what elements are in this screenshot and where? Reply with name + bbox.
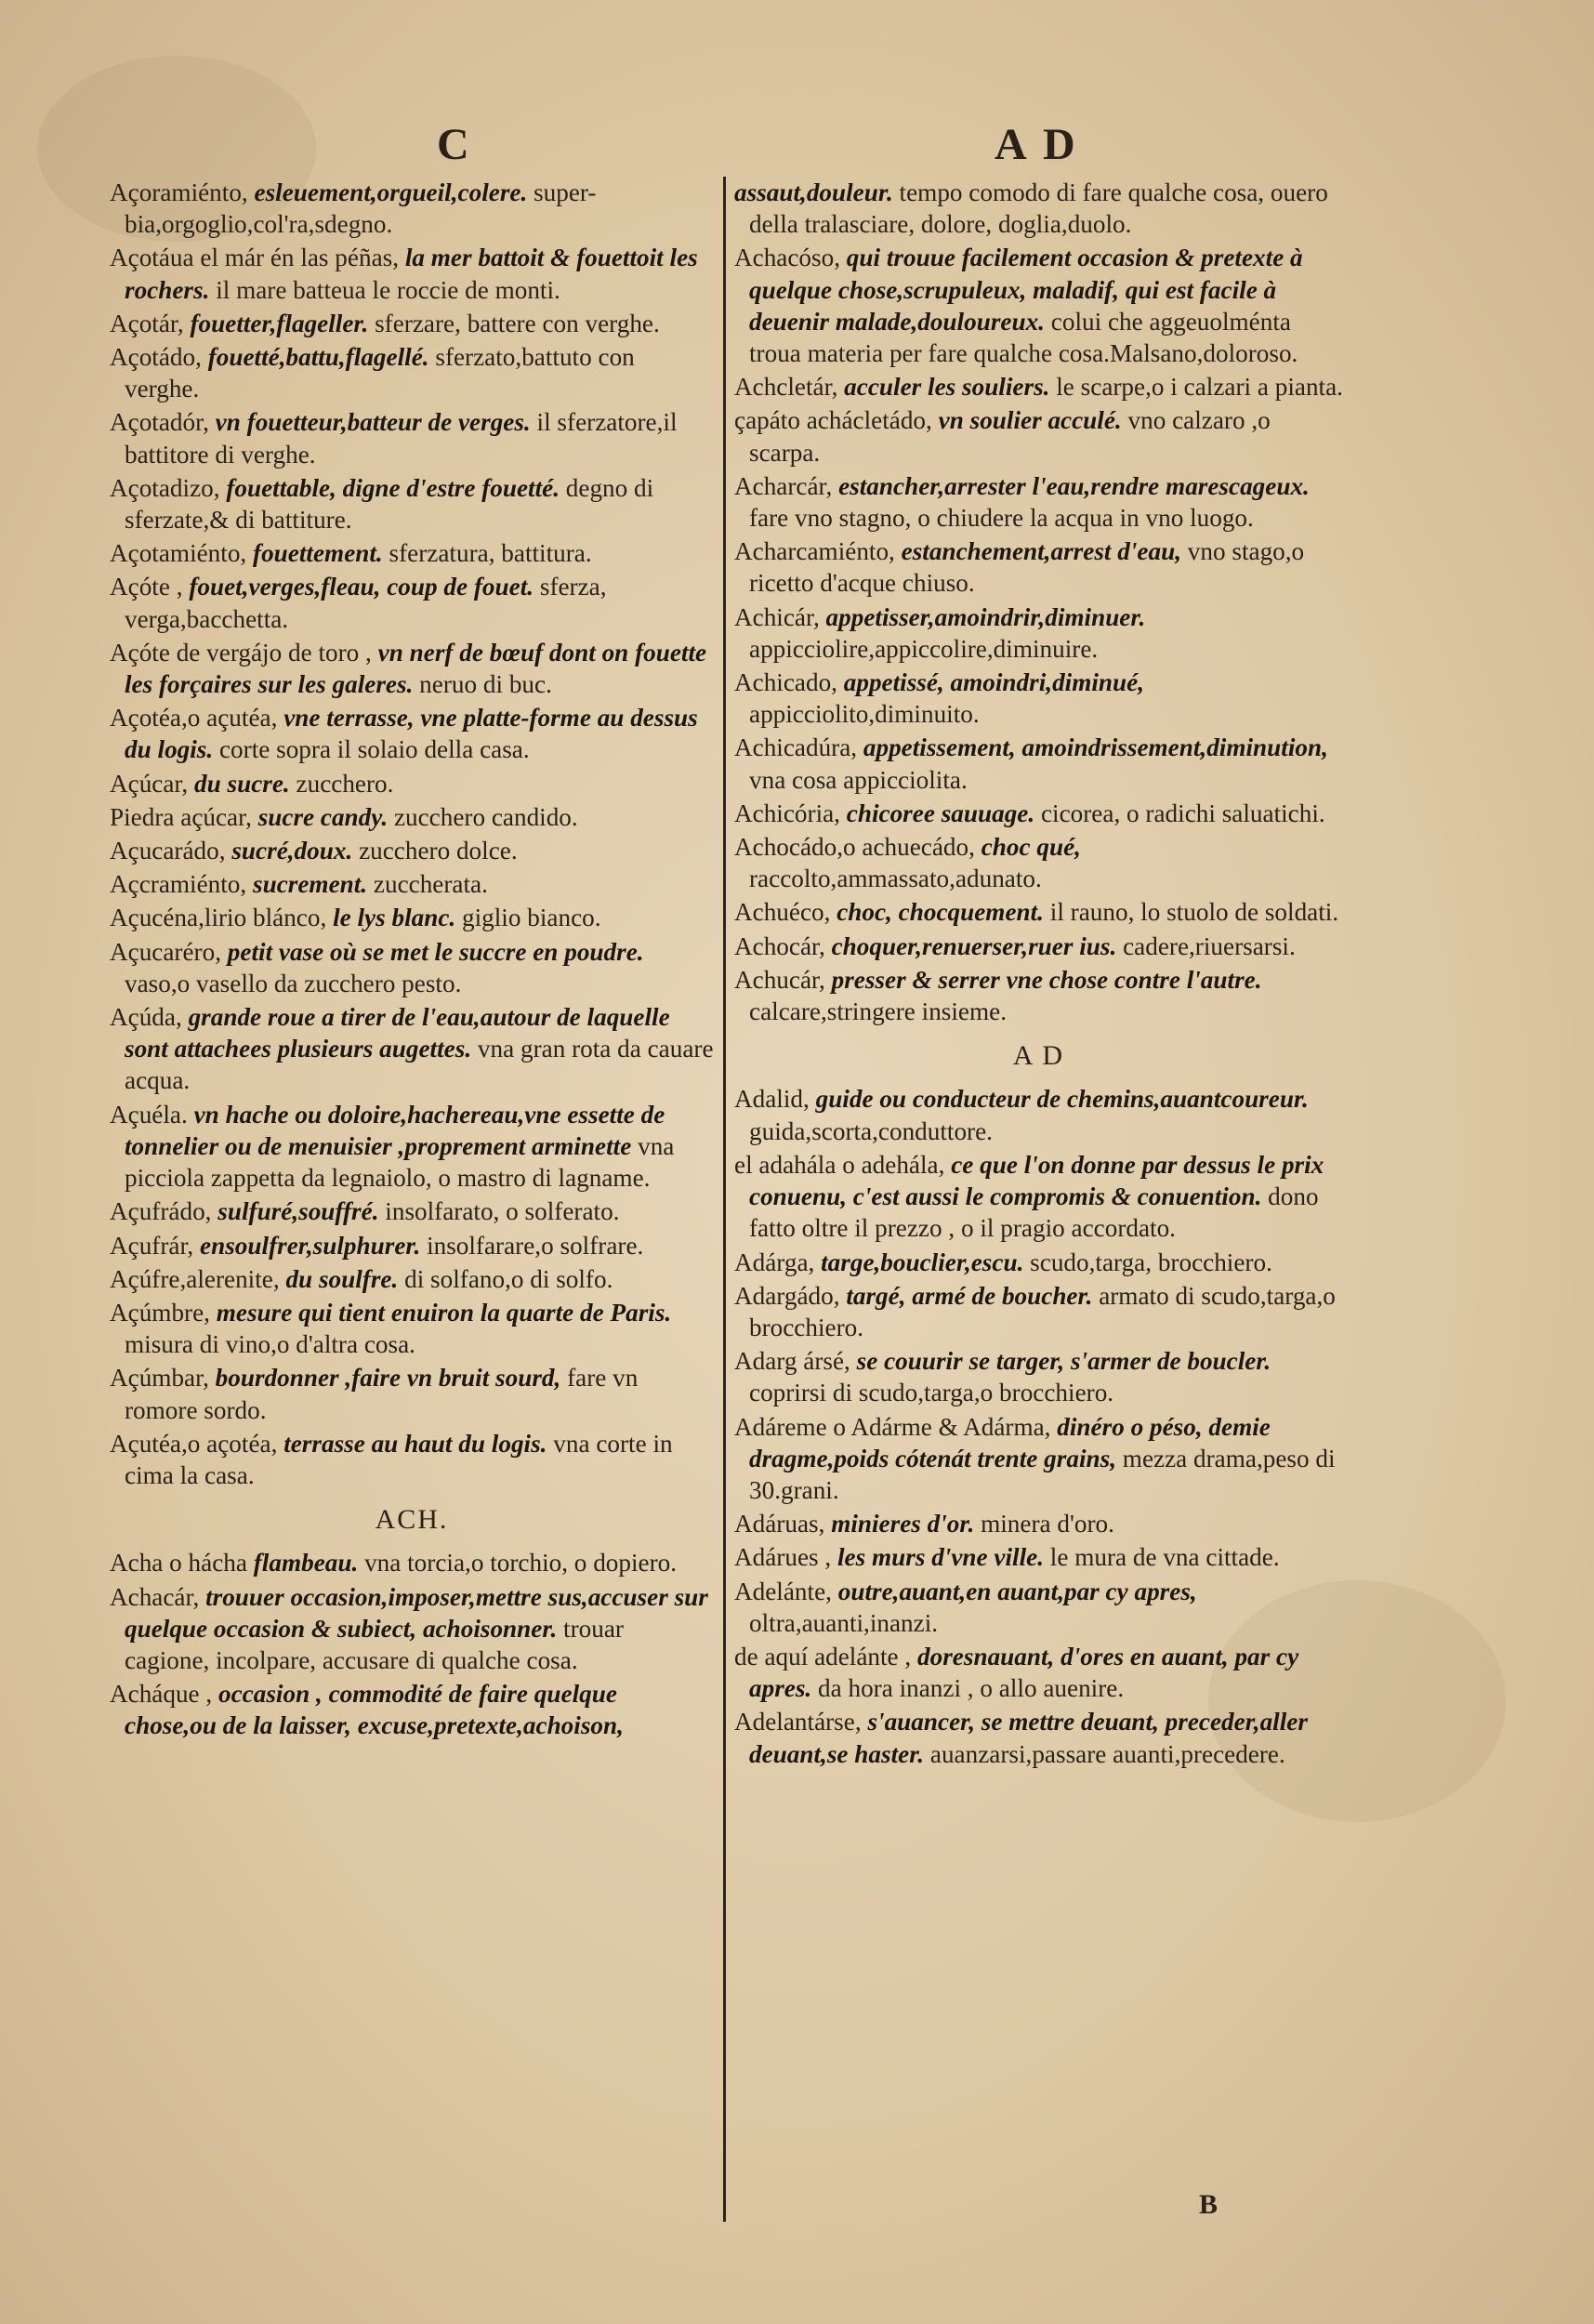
entry-french: outre,auant,en auant,par cy apres, bbox=[837, 1577, 1197, 1605]
entry-headword: Açóte de vergájo de toro , bbox=[110, 638, 372, 667]
page-header-right: A D bbox=[995, 120, 1079, 169]
entry-italian: oltra,auanti,inanzi. bbox=[749, 1608, 939, 1637]
entry-italian: vaso,o vasello da zucchero pesto. bbox=[125, 969, 462, 997]
entry-italian: sferzatura, battitura. bbox=[389, 539, 592, 568]
section-heading-right: A D bbox=[1012, 1040, 1065, 1072]
entry-italian: vna corte in cima la casa. bbox=[125, 1429, 673, 1489]
entry-french: ensoulfrer,sulphurer. bbox=[200, 1231, 421, 1260]
entry-headword: Achocádo,o achuecádo, bbox=[734, 833, 975, 862]
dictionary-entry bbox=[110, 1297, 714, 1360]
dictionary-entry bbox=[734, 1641, 1343, 1704]
entry-headword: çapáto achácletádo, bbox=[734, 406, 932, 435]
entry-headword: Açotéa,o açutéa, bbox=[110, 704, 278, 733]
entry-headword: Açotár, bbox=[110, 309, 184, 337]
entry-headword: Achucár, bbox=[734, 965, 825, 994]
dictionary-entry bbox=[110, 341, 714, 404]
dictionary-entry bbox=[734, 242, 1343, 369]
entry-french: s'auancer, se mettre deuant, preceder,aller deuant,se haster. bbox=[749, 1708, 1308, 1768]
entry-italian: sferzato,battuto con verghe. bbox=[125, 343, 635, 403]
entry-italian: corte sopra il solaio della casa. bbox=[218, 735, 530, 764]
entry-italian: appicciolire,appiccolire,diminuire. bbox=[749, 634, 1099, 663]
column-divider bbox=[723, 177, 726, 2222]
entry-headword: Adargádo, bbox=[734, 1281, 840, 1310]
dictionary-entry bbox=[734, 1247, 1343, 1278]
entry-headword: Açufrádo, bbox=[110, 1197, 212, 1226]
entry-headword: Piedra açúcar, bbox=[110, 802, 252, 831]
entry-italian: insolfarare,o solfrare. bbox=[427, 1231, 644, 1260]
entry-italian: coprirsi di scudo,targa,o brocchiero. bbox=[749, 1379, 1114, 1407]
entry-italian: minera d'oro. bbox=[981, 1510, 1114, 1538]
entry-headword: Açotamiénto, bbox=[110, 539, 247, 568]
entry-headword: Adáreme o Adárme & Adárma, bbox=[734, 1412, 1051, 1441]
entry-french: estancher,arrester l'eau,rendre marescageux. bbox=[838, 471, 1310, 500]
entry-italian: vna torcia,o torchio, o dopiero. bbox=[364, 1549, 678, 1578]
dictionary-entry bbox=[734, 831, 1343, 894]
entry-headword: Achicár, bbox=[734, 602, 820, 631]
entry-italian: le scarpe,o i calzari a pianta. bbox=[1056, 373, 1343, 402]
entry-italian: vna gran rota da cauare acqua. bbox=[125, 1035, 714, 1095]
entry-italian: degno di sferzate,& di battiture. bbox=[125, 473, 654, 535]
entry-french: doresnauant, d'ores en auant, par cy apres. bbox=[749, 1642, 1299, 1703]
dictionary-entry bbox=[734, 1083, 1343, 1146]
entry-headword: Adalid, bbox=[734, 1085, 810, 1114]
entry-headword: Acharcamiénto, bbox=[734, 537, 895, 566]
entry-italian: le mura de vna cittade. bbox=[1049, 1543, 1280, 1572]
entry-french: esleuement,orgueil,colere. bbox=[254, 178, 528, 206]
entry-headword: Achacóso, bbox=[734, 244, 840, 272]
entry-headword: Açucaréro, bbox=[110, 937, 221, 966]
entry-headword: Açutéa,o açotéa, bbox=[110, 1429, 278, 1458]
entry-italian: neruo di buc. bbox=[419, 670, 552, 699]
entry-italian: il sferzatore,il battitore di verghe. bbox=[125, 408, 678, 469]
dictionary-entry bbox=[110, 1547, 714, 1578]
entry-italian: zucchero dolce. bbox=[359, 837, 518, 865]
entry-italian: scudo,targa, brocchiero. bbox=[1030, 1248, 1272, 1276]
entry-french: sucrement. bbox=[253, 870, 368, 899]
entry-italian: vno stago,o ricetto d'acque chiuso. bbox=[749, 537, 1305, 598]
entry-french: du sucre. bbox=[194, 769, 290, 798]
entry-headword: Açuéla. bbox=[110, 1100, 188, 1129]
entry-french: la mer battoit & fouettoit les rochers. bbox=[125, 244, 698, 304]
dictionary-entry bbox=[110, 1001, 714, 1097]
entry-headword: Adelantárse, bbox=[734, 1708, 862, 1736]
dictionary-entry bbox=[110, 637, 714, 700]
entry-french: assaut,douleur. bbox=[734, 178, 893, 206]
signature-mark: B bbox=[1199, 2189, 1219, 2220]
entry-french: du soulfre. bbox=[285, 1264, 399, 1293]
entry-french: fouetté,battu,flagellé. bbox=[207, 343, 429, 372]
entry-italian: fare vno stagno, o chiudere la acqua in vno luogo. bbox=[749, 504, 1254, 533]
entry-french: choc, chocquement. bbox=[837, 898, 1044, 927]
entry-headword: Açúmbre, bbox=[110, 1298, 210, 1327]
section-heading-left: ACH. bbox=[375, 1504, 449, 1536]
entry-italian: cadere,riuersarsi. bbox=[1123, 931, 1296, 960]
dictionary-entry bbox=[110, 242, 714, 305]
entry-headword: Adárues , bbox=[734, 1543, 832, 1572]
entry-italian: insolfarato, o solferato. bbox=[385, 1197, 620, 1226]
dictionary-entry bbox=[734, 1280, 1343, 1343]
entry-french: sucré,doux. bbox=[231, 837, 353, 865]
entry-italian: cicorea, o radichi saluatichi. bbox=[1040, 799, 1325, 827]
entry-french: appetissé, amoindri,diminué, bbox=[843, 668, 1145, 697]
dictionary-entry bbox=[110, 472, 714, 535]
entry-french: estanchement,arrest d'eau, bbox=[901, 537, 1181, 566]
dictionary-entry bbox=[734, 601, 1343, 665]
entry-italian: super-bia,orgoglio,col'ra,sdegno. bbox=[125, 178, 597, 239]
entry-headword: Açúda, bbox=[110, 1003, 182, 1032]
entry-french: grande roue a tirer de l'eau,autour de laquelle sont attachees plusieurs augettes. bbox=[125, 1003, 670, 1063]
entry-french: appetissement, amoindrissement,diminution, bbox=[863, 733, 1328, 762]
entry-italian: vna picciola zappetta da legnaiolo, o mastro di lagname. bbox=[125, 1131, 675, 1193]
dictionary-entry bbox=[110, 571, 714, 634]
entry-headword: Achocár, bbox=[734, 931, 825, 960]
dictionary-entry bbox=[110, 177, 714, 240]
entry-headword: de aquí adelánte , bbox=[734, 1642, 912, 1670]
right-column bbox=[734, 177, 1343, 1772]
entry-italian: da hora inanzi , o allo auenire. bbox=[818, 1674, 1125, 1703]
dictionary-entry bbox=[110, 801, 714, 833]
entry-french: occasion , commodité de faire quelque chose,ou de la laisser, excuse,pretexte,achoison, bbox=[125, 1680, 624, 1740]
dictionary-entry bbox=[734, 404, 1343, 468]
entry-french: flambeau. bbox=[253, 1549, 359, 1578]
entry-italian: zucchero candido. bbox=[393, 802, 578, 831]
dictionary-entry bbox=[110, 1428, 714, 1491]
entry-french: acculer les souliers. bbox=[844, 373, 1050, 402]
entry-french: minieres d'or. bbox=[831, 1510, 975, 1538]
entry-italian: il rauno, lo stuolo de soldati. bbox=[1049, 898, 1339, 927]
entry-italian: misura di vino,o d'altra cosa. bbox=[125, 1330, 415, 1359]
entry-french: les murs d'vne ville. bbox=[837, 1543, 1044, 1572]
page-header-left: C bbox=[437, 120, 473, 169]
entry-headword: Açúcar, bbox=[110, 769, 189, 798]
entry-french: vn soulier acculé. bbox=[938, 406, 1122, 435]
entry-headword: Achacár, bbox=[110, 1582, 200, 1611]
entry-headword: Achicadúra, bbox=[734, 733, 858, 762]
entry-headword: Adelánte, bbox=[734, 1577, 832, 1605]
dictionary-entry bbox=[110, 1678, 714, 1741]
entry-french: presser & serrer vne chose contre l'autre. bbox=[831, 965, 1262, 994]
entry-headword: Açucéna,lirio blánco, bbox=[110, 904, 327, 932]
entry-italian: raccolto,ammassato,adunato. bbox=[749, 865, 1042, 893]
entry-italian: zucchero. bbox=[296, 769, 394, 798]
entry-headword: Acháque , bbox=[110, 1680, 213, 1709]
entry-headword: Adárga, bbox=[734, 1248, 815, 1276]
entry-italian: tempo comodo di fare qualche cosa, ouero della tralasciare, dolore, doglia,duolo. bbox=[749, 178, 1328, 239]
entry-french: vn hache ou doloire,hachereau,vne essette de tonnelier ou de menuisier ,proprement arminette bbox=[125, 1100, 665, 1160]
entry-headword: Adarg ársé, bbox=[734, 1347, 850, 1376]
entry-italian: mezza drama,peso di 30.grani. bbox=[749, 1444, 1336, 1504]
entry-french: chicoree sauuage. bbox=[846, 799, 1035, 827]
dictionary-entry bbox=[110, 1230, 714, 1261]
entry-italian: fare vn romore sordo. bbox=[125, 1364, 639, 1424]
dictionary-entry bbox=[734, 177, 1343, 240]
entry-italian: calcare,stringere insieme. bbox=[749, 997, 1008, 1026]
entry-italian: zuccherata. bbox=[373, 870, 488, 899]
entry-italian: il mare batteua le roccie de monti. bbox=[216, 275, 560, 304]
dictionary-entry bbox=[110, 537, 714, 569]
entry-italian: dono fatto oltre il prezzo , o il pragio accordato. bbox=[749, 1182, 1319, 1243]
dictionary-entry bbox=[110, 308, 714, 339]
dictionary-entry bbox=[734, 798, 1343, 829]
dictionary-entry bbox=[734, 667, 1343, 730]
entry-french: trouuer occasion,imposer,mettre sus,accuser sur quelque occasion & subiect, achoisonner. bbox=[125, 1582, 708, 1643]
entry-headword: Açúfre,alerenite, bbox=[110, 1264, 280, 1293]
entry-italian: di solfano,o di solfo. bbox=[404, 1264, 613, 1293]
dictionary-entry bbox=[734, 1411, 1343, 1507]
entry-italian: sferza, verga,bacchetta. bbox=[125, 573, 607, 633]
entry-italian: sferzare, battere con verghe. bbox=[375, 309, 660, 337]
dictionary-entry bbox=[734, 470, 1343, 534]
entry-italian: trouar cagione, incolpare, accusare di qualche cosa. bbox=[125, 1614, 624, 1674]
entry-french: vn nerf de bœuf dont on fouette les forçaires sur les galeres. bbox=[125, 638, 707, 699]
entry-french: targe,bouclier,escu. bbox=[821, 1248, 1024, 1276]
entry-headword: el adahála o adehála, bbox=[734, 1150, 945, 1179]
dictionary-entry bbox=[110, 902, 714, 933]
entry-headword: Açufrár, bbox=[110, 1231, 194, 1260]
entry-italian: colui che aggeuolménta troua materia per fare qualche cosa.Malsano,doloroso. bbox=[749, 307, 1298, 368]
dictionary-entry bbox=[734, 896, 1343, 928]
dictionary-entry bbox=[110, 1099, 714, 1195]
entry-french: terrasse au haut du logis. bbox=[283, 1429, 547, 1458]
entry-headword: Acharcár, bbox=[734, 471, 833, 500]
entry-french: ce que l'on donne par dessus le prix conuenu, c'est aussi le compromis & conuention. bbox=[749, 1150, 1324, 1211]
entry-headword: Achcletár, bbox=[734, 373, 838, 402]
dictionary-entry bbox=[734, 732, 1343, 795]
dictionary-entry bbox=[734, 1508, 1343, 1539]
entry-headword: Acha o hácha bbox=[110, 1549, 247, 1578]
dictionary-entry bbox=[734, 931, 1343, 962]
entry-french: fouet,verges,fleau, coup de fouet. bbox=[189, 573, 534, 601]
dictionary-entry bbox=[734, 964, 1343, 1027]
entry-italian: vno calzaro ,o scarpa. bbox=[749, 406, 1271, 467]
dictionary-entry bbox=[734, 1706, 1343, 1769]
entry-italian: guida,scorta,conduttore. bbox=[749, 1116, 993, 1145]
entry-italian: auanzarsi,passare auanti,precedere. bbox=[929, 1739, 1285, 1768]
entry-headword: Açotadizo, bbox=[110, 473, 220, 502]
entry-french: fouettable, digne d'estre fouetté. bbox=[226, 473, 560, 502]
dictionary-entry bbox=[110, 1195, 714, 1227]
entry-french: targé, armé de boucher. bbox=[846, 1281, 1093, 1310]
dictionary-entry bbox=[110, 406, 714, 469]
entry-french: fouetter,flageller. bbox=[190, 309, 369, 337]
entry-headword: Açotadór, bbox=[110, 408, 209, 437]
entry-french: sulfuré,souffré. bbox=[217, 1197, 379, 1226]
entry-headword: Açoramiénto, bbox=[110, 178, 248, 206]
entry-french: vn fouetteur,batteur de verges. bbox=[215, 408, 531, 437]
dictionary-entry bbox=[110, 936, 714, 999]
entry-french: bourdonner ,faire vn bruit sourd, bbox=[215, 1364, 561, 1393]
entry-headword: Adáruas, bbox=[734, 1510, 825, 1538]
entry-headword: Açotáua el már én las péñas, bbox=[110, 244, 400, 272]
entry-headword: Açotádo, bbox=[110, 343, 202, 372]
dictionary-entry bbox=[110, 702, 714, 765]
entry-french: petit vase où se met le succre en poudre. bbox=[227, 937, 644, 966]
entry-french: dinéro o péso, demie dragme,poids cótenát trente grains, bbox=[749, 1412, 1271, 1472]
entry-headword: Açúmbar, bbox=[110, 1364, 209, 1393]
dictionary-entry bbox=[110, 1263, 714, 1295]
entry-italian: giglio bianco. bbox=[462, 904, 601, 932]
entry-headword: Achuéco, bbox=[734, 898, 831, 927]
dictionary-entry bbox=[110, 768, 714, 799]
dictionary-entry bbox=[734, 1541, 1343, 1573]
entry-french: appetisser,amoindrir,diminuer. bbox=[825, 602, 1146, 631]
entry-french: le lys blanc. bbox=[333, 904, 456, 932]
entry-french: sucre candy. bbox=[257, 802, 389, 831]
entry-italian: armato di scudo,targa,o brocchiero. bbox=[749, 1281, 1336, 1341]
dictionary-entry bbox=[110, 1362, 714, 1425]
dictionary-entry bbox=[110, 835, 714, 866]
dictionary-entry bbox=[110, 1581, 714, 1677]
entry-french: se couurir se targer, s'armer de boucler. bbox=[856, 1347, 1271, 1376]
entry-french: vne terrasse, vne platte-forme au dessus du logis. bbox=[125, 704, 698, 764]
entry-headword: Açóte , bbox=[110, 573, 183, 601]
entry-italian: vna cosa appicciolita. bbox=[749, 765, 968, 794]
entry-italian: appicciolito,diminuito. bbox=[749, 700, 980, 729]
dictionary-entry bbox=[734, 1345, 1343, 1408]
entry-french: choc qué, bbox=[981, 833, 1081, 862]
entry-french: choquer,renuerser,ruer ius. bbox=[831, 931, 1117, 960]
entry-french: fouettement. bbox=[253, 539, 383, 568]
left-column bbox=[110, 177, 714, 1744]
dictionary-entry bbox=[110, 868, 714, 900]
entry-french: guide ou conducteur de chemins,auantcoureur. bbox=[815, 1085, 1309, 1114]
entry-headword: Achicória, bbox=[734, 799, 840, 827]
dictionary-entry bbox=[734, 535, 1343, 599]
entry-headword: Açcramiénto, bbox=[110, 870, 247, 899]
entry-headword: Açucarádo, bbox=[110, 837, 226, 865]
entry-french: mesure qui tient enuiron la quarte de Paris. bbox=[216, 1298, 672, 1327]
dictionary-entry bbox=[734, 1576, 1343, 1639]
dictionary-entry bbox=[734, 1149, 1343, 1245]
dictionary-entry bbox=[734, 371, 1343, 403]
entry-french: qui trouue facilement occasion & pretexte à quelque chose,scrupuleux, maladif, qui est facile à deuenir malade,douloureux. bbox=[749, 244, 1303, 336]
entry-headword: Achicado, bbox=[734, 668, 837, 697]
